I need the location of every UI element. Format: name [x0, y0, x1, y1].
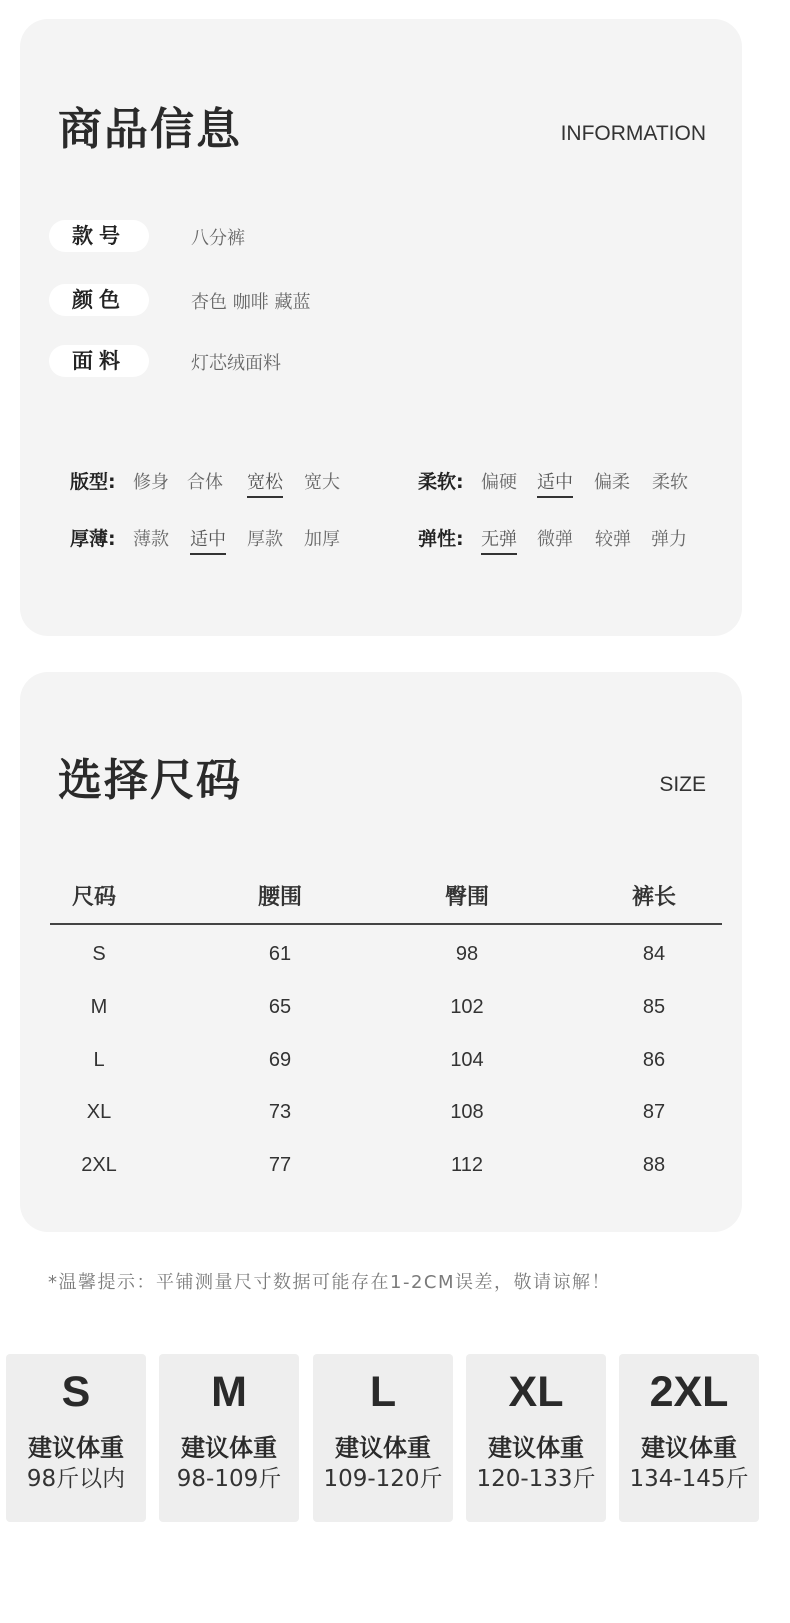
box-weight: 98-109斤: [176, 1466, 282, 1492]
spec-option: 宽大: [304, 472, 340, 493]
spec-option: 弹力: [651, 529, 687, 550]
table-cell: S: [92, 943, 106, 965]
table-cell: 77: [268, 1154, 292, 1176]
table-cell: 65: [268, 996, 292, 1018]
spec-option-selected: 无弹: [481, 525, 517, 555]
column-header: 臀围: [444, 885, 490, 910]
weight-box-2xl: [619, 1354, 759, 1522]
box-weight: 109-120斤: [323, 1466, 443, 1492]
spec-option: 厚款: [247, 529, 283, 550]
table-row: [20, 1154, 742, 1184]
spec-fit: [70, 467, 370, 499]
box-size: L: [369, 1368, 397, 1416]
column-header: 腰围: [257, 885, 303, 910]
table-cell: 85: [642, 996, 666, 1018]
spec-option: 较弹: [595, 529, 631, 550]
box-size: S: [61, 1368, 91, 1416]
box-label: 建议体重: [335, 1434, 431, 1462]
spec-softness: [418, 467, 718, 499]
spec-option-selected: 适中: [537, 468, 573, 498]
attribute-value: 杏色 咖啡 藏蓝: [191, 292, 311, 313]
table-row: [20, 1049, 742, 1079]
spec-label: 弹性:: [418, 528, 464, 550]
attribute-value: 八分裤: [191, 228, 245, 249]
size-chart-card: [20, 672, 742, 1232]
size-subtitle: SIZE: [659, 773, 706, 796]
table-row: [20, 996, 742, 1026]
spec-option: 偏硬: [481, 472, 517, 493]
table-cell: 86: [642, 1049, 666, 1071]
spec-option: 加厚: [304, 529, 340, 550]
box-weight: 98斤以内: [26, 1466, 126, 1492]
table-cell: 61: [268, 943, 292, 965]
info-subtitle: INFORMATION: [560, 122, 706, 145]
table-cell: 73: [268, 1101, 292, 1123]
product-info-card: [20, 19, 742, 636]
spec-option: 偏柔: [594, 472, 630, 493]
spec-thickness: [70, 524, 370, 556]
column-header: 裤长: [631, 885, 677, 910]
size-title: 选择尺码: [58, 755, 242, 806]
weight-box-l: [313, 1354, 453, 1522]
weight-box-m: [159, 1354, 299, 1522]
info-title: 商品信息: [58, 104, 242, 155]
size-table-header: [20, 880, 742, 916]
spec-option: 合体: [187, 472, 223, 493]
attribute-label: 颜色: [49, 284, 149, 316]
table-row: [20, 943, 742, 973]
table-cell: 104: [450, 1049, 484, 1071]
box-weight: 120-133斤: [476, 1466, 596, 1492]
spec-option: 修身: [133, 472, 169, 493]
table-row: [20, 1101, 742, 1131]
weight-box-s: [6, 1354, 146, 1522]
spec-elasticity: [418, 524, 718, 556]
box-size: 2XL: [649, 1368, 729, 1416]
spec-label: 柔软:: [418, 471, 464, 493]
table-cell: 2XL: [81, 1154, 117, 1176]
table-divider: [50, 923, 722, 925]
box-weight: 134-145斤: [629, 1466, 749, 1492]
measurement-tip: *温馨提示：平铺测量尺寸数据可能存在1-2CM误差，敬请谅解！: [48, 1272, 611, 1293]
spec-label: 厚薄:: [70, 528, 116, 550]
box-label: 建议体重: [181, 1434, 277, 1462]
spec-option-selected: 适中: [190, 525, 226, 555]
box-label: 建议体重: [28, 1434, 124, 1462]
table-cell: 88: [642, 1154, 666, 1176]
box-label: 建议体重: [488, 1434, 584, 1462]
attribute-value: 灯芯绒面料: [191, 353, 281, 374]
table-cell: 98: [455, 943, 479, 965]
attribute-label: 面料: [49, 345, 149, 377]
table-cell: XL: [86, 1101, 112, 1123]
spec-option-selected: 宽松: [247, 468, 283, 498]
table-cell: 87: [642, 1101, 666, 1123]
spec-option: 薄款: [133, 529, 169, 550]
spec-option: 柔软: [652, 472, 688, 493]
weight-box-xl: [466, 1354, 606, 1522]
table-cell: L: [93, 1049, 105, 1071]
table-cell: M: [90, 996, 108, 1018]
table-cell: 112: [451, 1154, 483, 1176]
box-size: M: [211, 1368, 247, 1416]
box-label: 建议体重: [641, 1434, 737, 1462]
box-size: XL: [508, 1368, 564, 1416]
table-cell: 102: [450, 996, 484, 1018]
table-cell: 84: [642, 943, 666, 965]
attribute-label: 款号: [49, 220, 149, 252]
table-cell: 108: [450, 1101, 484, 1123]
spec-label: 版型:: [70, 471, 116, 493]
column-header: 尺码: [71, 885, 117, 910]
table-cell: 69: [268, 1049, 292, 1071]
spec-option: 微弹: [537, 529, 573, 550]
